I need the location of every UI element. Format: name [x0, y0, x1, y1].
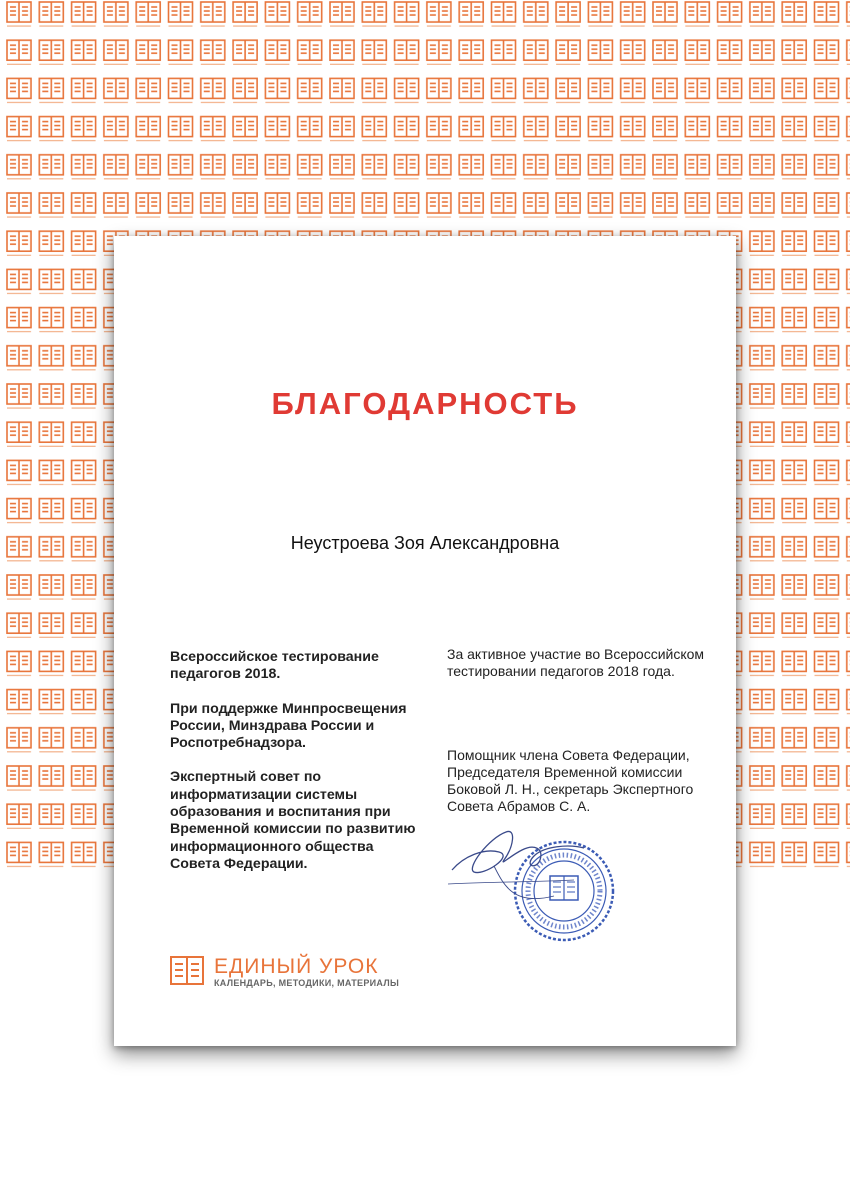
organizer-paragraph: Всероссийское тестирование педагогов 2018. — [170, 649, 379, 683]
brand-logo — [170, 956, 450, 996]
award-info — [447, 646, 727, 816]
logo-name: ЕДИНЫЙ УРОК — [214, 955, 379, 978]
signer-info: Помощник члена Совета Федерации, Председателя Временной комиссии Боковой Л. Н., секретарь Экспертного Совета Абрамов С. А. — [447, 746, 694, 815]
organizer-info — [170, 649, 440, 890]
certificate-title: БЛАГОДАРНОСТЬ — [271, 386, 579, 421]
logo-tagline: КАЛЕНДАРЬ, МЕТОДИКИ, МАТЕРИАЛЫ — [214, 978, 400, 988]
signature-and-stamp — [444, 826, 624, 946]
award-reason: За активное участие во Всероссийском тестировании педагогов 2018 года. — [447, 646, 705, 680]
seal-stamp-icon — [515, 842, 613, 940]
certificate — [114, 236, 736, 1046]
organizer-paragraph: Экспертный совет по информатизации системы образования и воспитания при Временной комиссии по развитию информационного общества Совета Федерации. — [170, 769, 416, 872]
open-book-icon — [170, 956, 204, 986]
organizer-paragraph: При поддержке Минпросвещения России, Минздрава России и Роспотребнадзора. — [170, 700, 407, 752]
recipient-name: Неустроева Зоя Александровна — [290, 533, 560, 553]
